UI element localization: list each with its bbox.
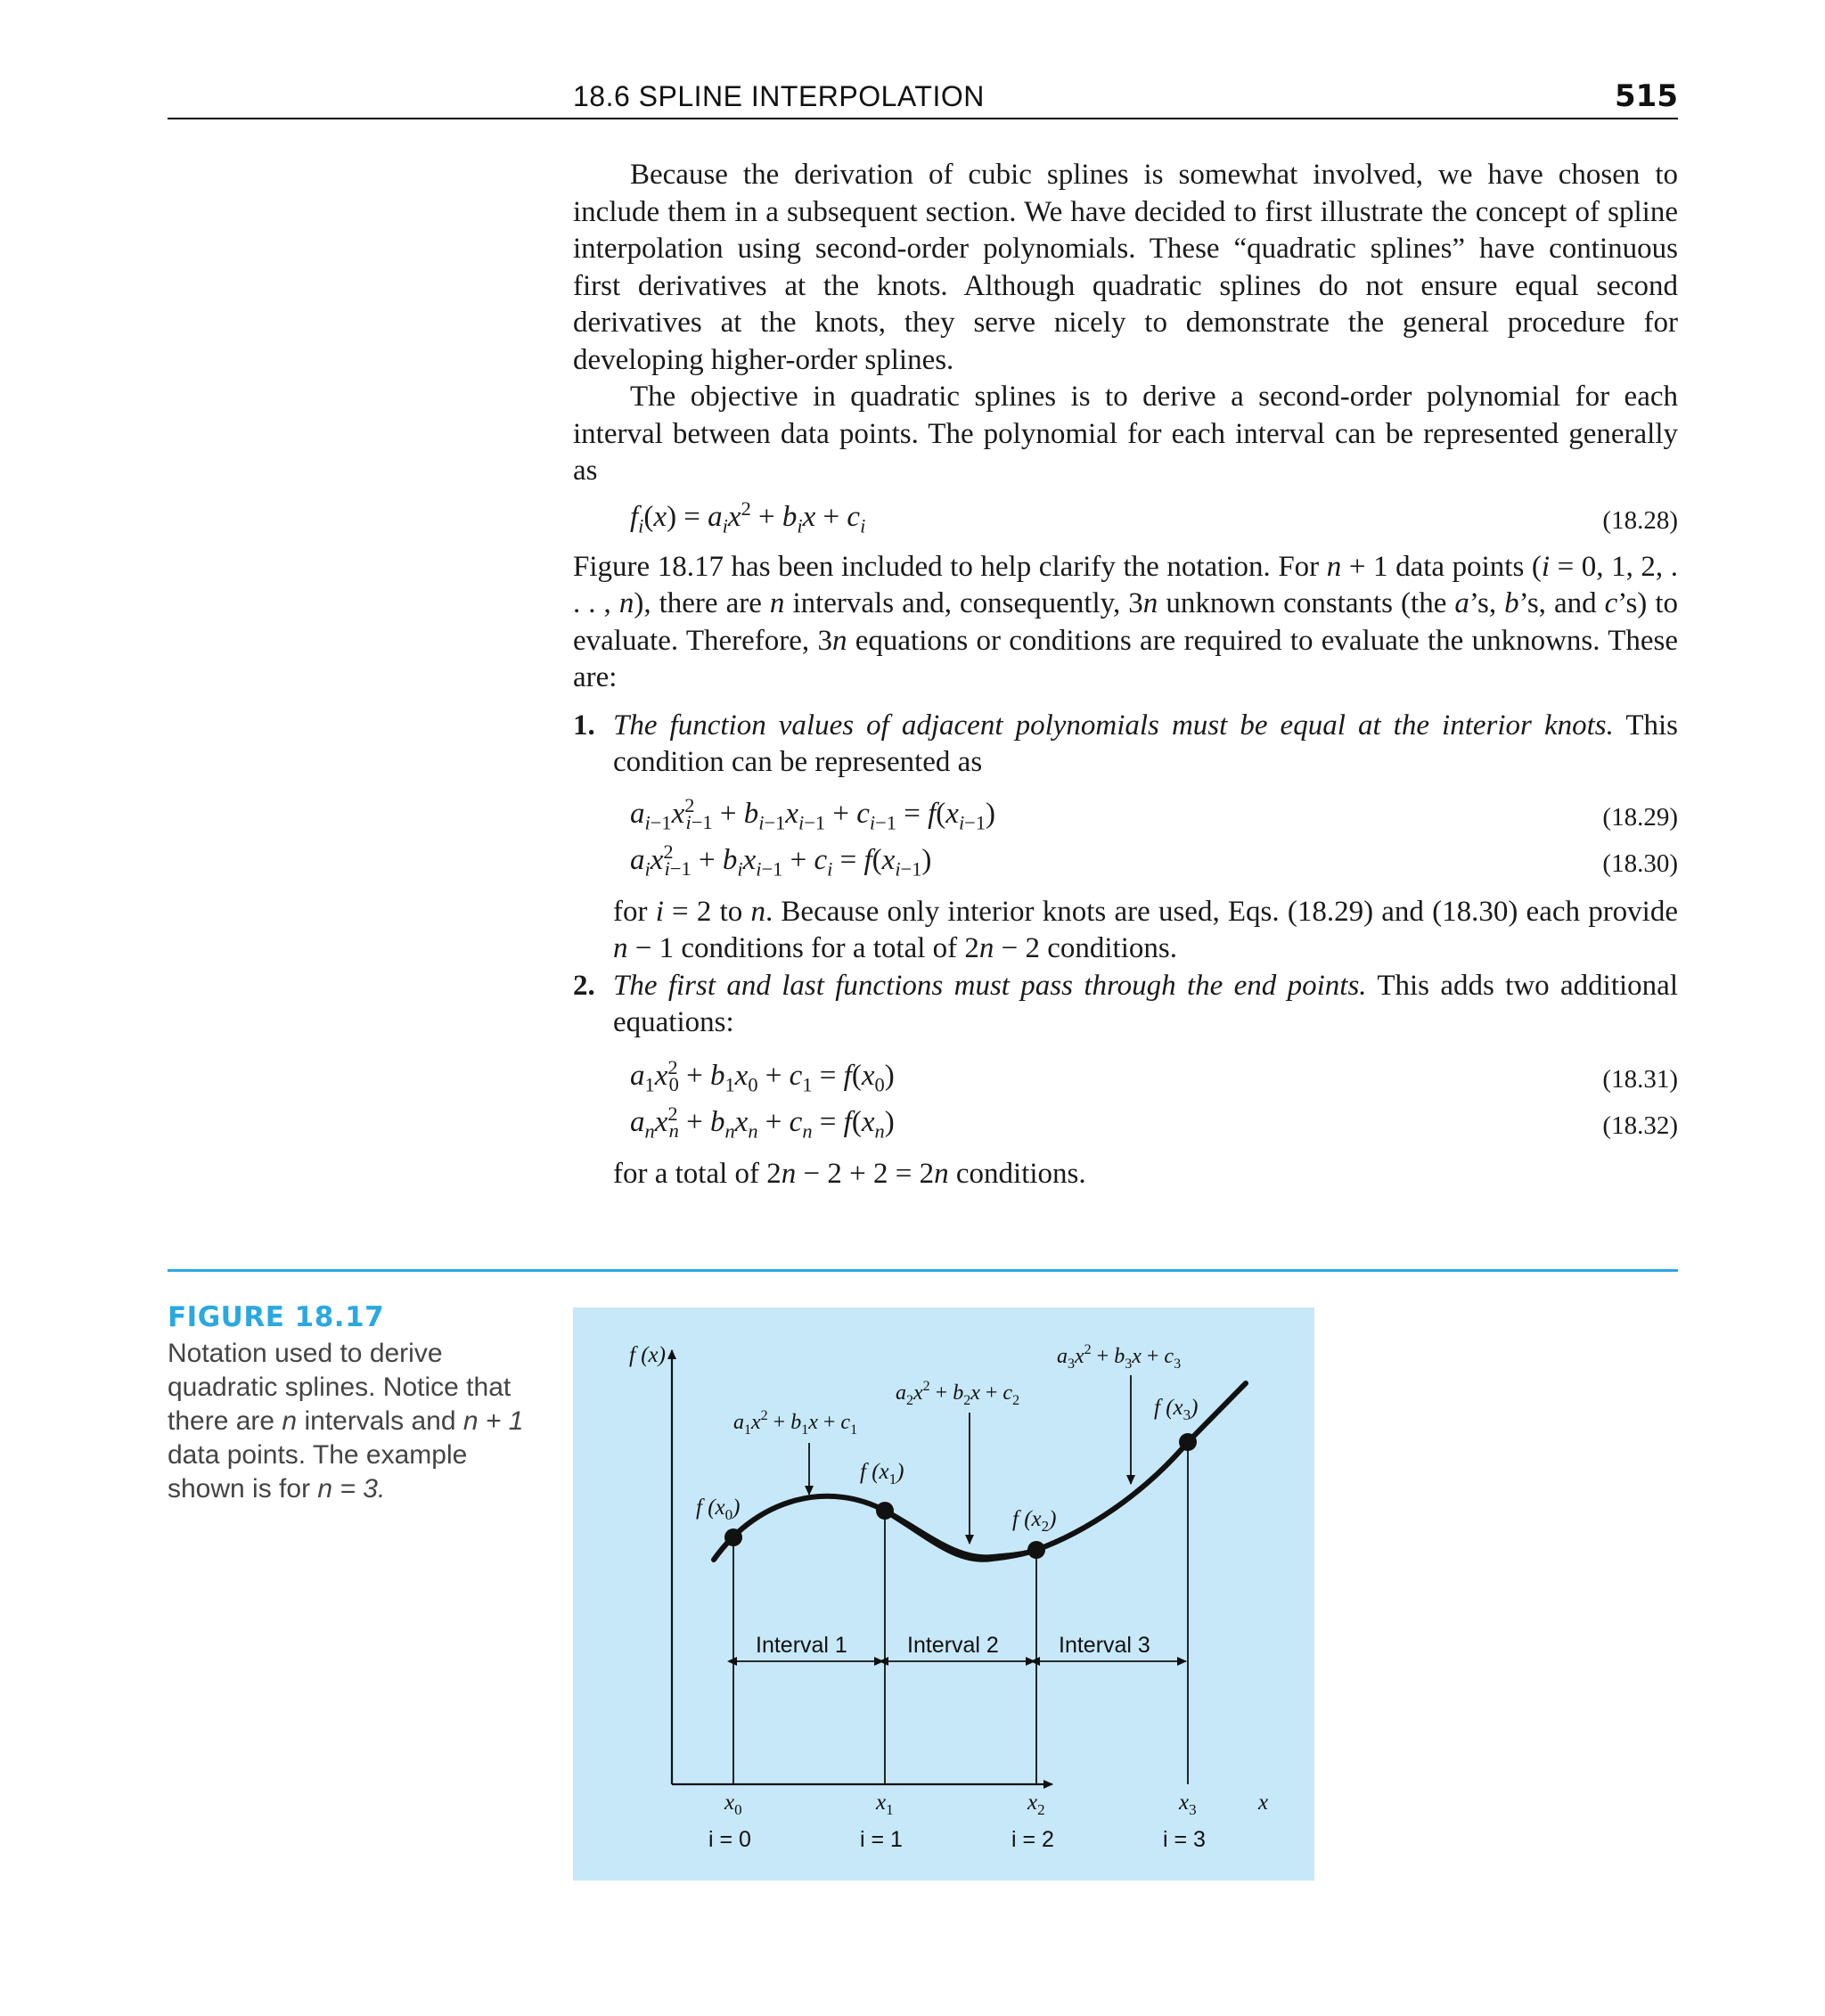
equation-number: (18.32) — [1602, 1110, 1678, 1140]
data-point-1 — [876, 1502, 894, 1520]
equation-number: (18.29) — [1602, 802, 1678, 832]
index-label-1: i = 1 — [860, 1827, 903, 1852]
list-item-lead: The first and last functions must pass through the end points. — [613, 969, 1367, 1002]
label-poly-3 — [1057, 1342, 1181, 1372]
running-head — [168, 78, 1678, 119]
equation-18-32: $a_nx^2_n + b_nx_n + c_n = f(x_n)$ (18.32) — [613, 1101, 1678, 1147]
paragraph-5: for a total of 2n − 2 + 2 = 2n conditions. — [613, 1157, 1086, 1190]
page-number: 515 — [1615, 78, 1678, 114]
equation-18-30: $a_ix^2_{i-1} + b_ix_{i-1} + c_i = f(x_{i-1})$ (18.30) — [613, 839, 1678, 885]
paragraph-3: Figure 18.17 has been included to help clarify the notation. For n + 1 data points (i = 0, 1, 2, . . . , n), there are n intervals and, consequently, 3n unknown constants (the a’s, b’s, and c’s) to evaluate. Therefore, 3n equations or conditions are required to evaluate the unknowns. These are: — [573, 550, 1678, 693]
index-label-0: i = 0 — [708, 1827, 751, 1852]
svg-text:a2x2 + b2x + c2: $a_2x^2 + b_2x + c_2$ — [896, 1379, 1020, 1408]
interval-3-label: Interval 3 — [1059, 1633, 1150, 1658]
list-item-2: 2. The first and last functions must pass through the end points. This adds two additional equations: — [573, 969, 1678, 1038]
list-item-1: 1. The function values of adjacent polynomials must be equal at the interior knots. This condition can be represented as — [573, 709, 1678, 778]
svg-text:a3x2 + b3x + c3: $a_3x^2 + b_3x + c_3$ — [1057, 1342, 1182, 1372]
figure-caption — [168, 1301, 542, 1506]
figure-panel — [573, 1307, 1314, 1881]
tick-x3 — [1178, 1791, 1197, 1818]
interval-2-label: Interval 2 — [907, 1633, 999, 1658]
interval-1-label: Interval 1 — [756, 1633, 847, 1658]
svg-text:x1: $x_1$ — [876, 1791, 894, 1818]
label-poly-2 — [896, 1379, 1019, 1408]
label-f-x2 — [1012, 1507, 1056, 1535]
svg-text:x3: $x_3$ — [1179, 1791, 1197, 1818]
label-f-x3 — [1154, 1396, 1198, 1423]
label-poly-1 — [733, 1408, 857, 1438]
svg-text:a1x2 + b1x + c1: $a_1x^2 + b_1x + c_1$ — [733, 1408, 858, 1438]
label-f-x0 — [696, 1496, 740, 1523]
svg-text:f (x2): f $(x_2)$ — [1012, 1507, 1057, 1535]
svg-text:x2: $x_2$ — [1027, 1791, 1045, 1818]
tick-x0 — [724, 1791, 742, 1818]
x-axis-label: x — [1258, 1791, 1269, 1815]
index-label-2: i = 2 — [1011, 1827, 1054, 1852]
data-point-0 — [724, 1528, 742, 1546]
tick-x1 — [875, 1791, 894, 1818]
paragraph-2: The objective in quadratic splines is to derive a second-order polynomial for each interval between data points. The polynomial for each interval can be represented generally as — [573, 381, 1678, 487]
section-title: 18.6 SPLINE INTERPOLATION — [573, 80, 985, 112]
equation-18-28: $f_i(x) = a_ix^2 + b_ix + c_i$ (18.28) — [573, 496, 1678, 542]
equation-number: (18.31) — [1602, 1064, 1678, 1094]
body-text — [573, 157, 1678, 1192]
spline-diagram — [573, 1307, 1314, 1881]
equation-18-29: $a_{i-1}x^2_{i-1} + b_{i-1}x_{i-1} + c_{i-1} = f(x_{i-1})$ (18.29) — [613, 792, 1678, 839]
svg-text:f (x0): f $(x_0)$ — [696, 1496, 741, 1523]
index-label-3: i = 3 — [1163, 1827, 1206, 1852]
equation-18-31: $a_1x^2_0 + b_1x_0 + c_1 = f(x_0)$ (18.31) — [613, 1054, 1678, 1101]
y-axis-label: f (x) — [629, 1343, 666, 1367]
data-point-2 — [1027, 1541, 1045, 1559]
svg-text:x0: $x_0$ — [724, 1791, 742, 1818]
equation-number: (18.28) — [1602, 505, 1678, 535]
label-f-x1 — [860, 1460, 904, 1487]
paragraph-4: for i = 2 to n. Because only interior knots are used, Eqs. (18.29) and (18.30) each provide n − 1 conditions for a total of 2n − 2 conditions. — [613, 895, 1679, 964]
svg-text:f (x3): f $(x_3)$ — [1154, 1396, 1199, 1423]
paragraph-1: Because the derivation of cubic splines is somewhat involved, we have chosen to include them in a subsequent section. We have decided to first illustrate the concept of spline interpolation using second-order polynomials. These “quadratic splines” have continuous first derivatives at the knots. Although quadratic splines do not ensure equal second derivatives at the knots, they serve nicely to demonstrate the general procedure for developing higher-order splines. — [573, 159, 1678, 376]
data-point-3 — [1179, 1433, 1197, 1451]
figure-rule — [168, 1269, 1678, 1272]
equation-number: (18.30) — [1602, 848, 1678, 878]
list-item-lead: The function values of adjacent polynomials must be equal at the interior knots. — [613, 709, 1614, 742]
tick-x2 — [1027, 1791, 1045, 1818]
figure-label: FIGURE 18.17 — [168, 1301, 385, 1333]
figure-caption-text: Notation used to derive quadratic splines. Notice that there are n intervals and n + 1 data points. The example shown is for n = 3. — [168, 1339, 524, 1504]
svg-text:f (x1): f $(x_1)$ — [860, 1460, 904, 1487]
